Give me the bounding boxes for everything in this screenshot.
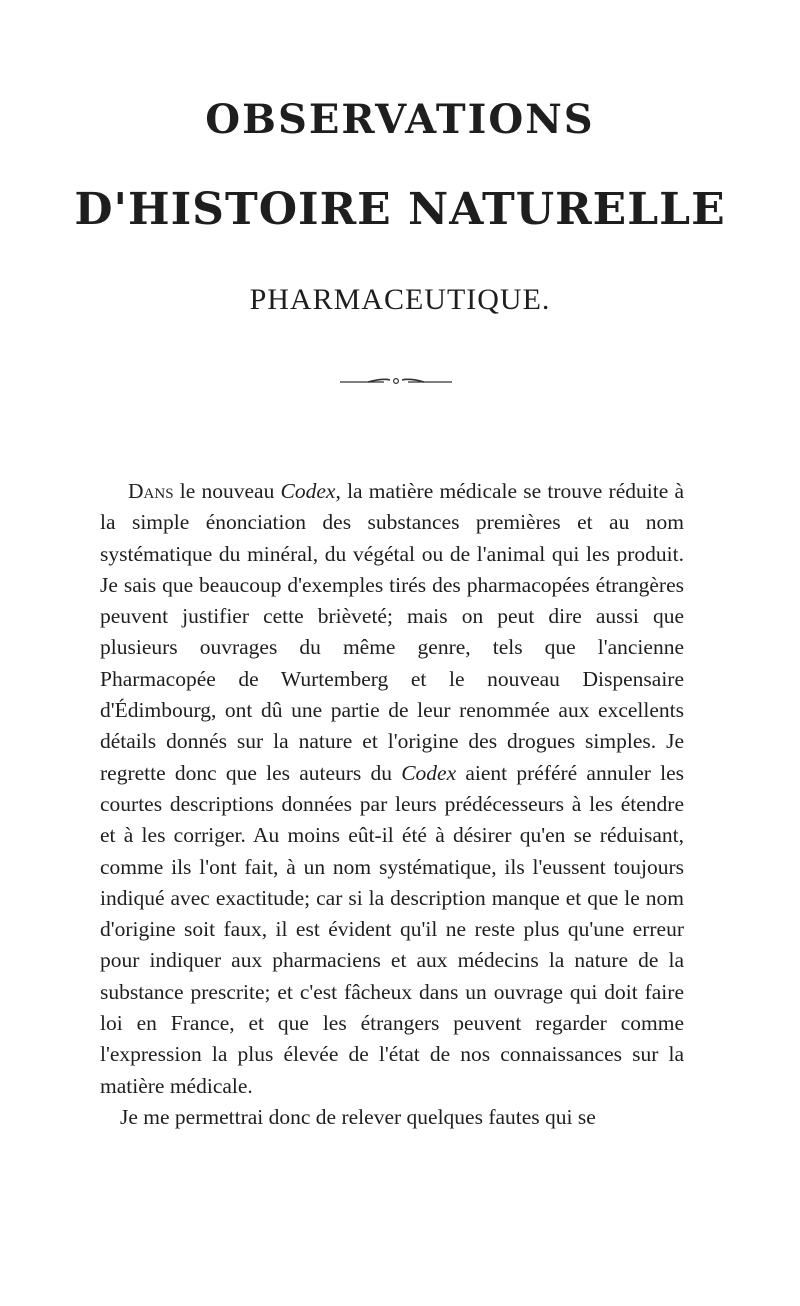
ornament-divider-icon <box>338 372 454 390</box>
body-text <box>100 476 684 1133</box>
title-pharmaceutique: PHARMACEUTIQUE. <box>249 283 551 316</box>
paragraph-continuation: Je me permettrai donc de relever quelques fautes qui se <box>120 1104 596 1129</box>
text-run: , la matière médicale se trouve réduite à la simple énonciation des substances premières et au nom systématique du minéral, du végétal ou de l'animal qui les produit. Je sais que beaucoup d'exemples tirés des pharmacopées étrangères peuvent justifier cette brièveté; mais on peut dire aussi que plusieurs ouvrages du même genre, tels que l'ancienne Pharmacopée de Wurtemberg et le nouveau Dispensaire d'Édimbourg, ont dû une partie de leur renommée aux excellents détails donnés sur la nature et l'origine des drogues simples. Je regrette donc que les auteurs du <box>100 479 684 785</box>
title-histoire-naturelle: D'HISTOIRE NATURELLE <box>74 184 726 235</box>
codex-title: Codex <box>401 760 457 785</box>
paragraph-dropcap: Dans <box>128 479 174 503</box>
title-observations: OBSERVATIONS <box>205 96 595 143</box>
codex-title: Codex <box>280 479 336 503</box>
text-run: aient préféré annuler les courtes descriptions données par leurs prédécesseurs à les étendre et à les corriger. Au moins eût-il été à désirer qu'en se réduisant, comme ils l'ont fait, à un nom systématique, ils l'eussent toujours indiqué avec exactitude; car si la description manque et que le nom d'origine soit faux, il est évident qu'il ne reste plus qu'une erreur pour indiquer aux pharmaciens et aux médecins la nature de la substance prescrite; et c'est fâcheux dans un ouvrage qui doit faire loi en France, et que les étrangers peuvent regarder comme l'expression la plus élevée de l'état de nos connaissances sur la matière médicale. <box>100 760 684 1098</box>
text-run: le nouveau <box>173 479 281 503</box>
paragraph-intro <box>100 476 684 1102</box>
